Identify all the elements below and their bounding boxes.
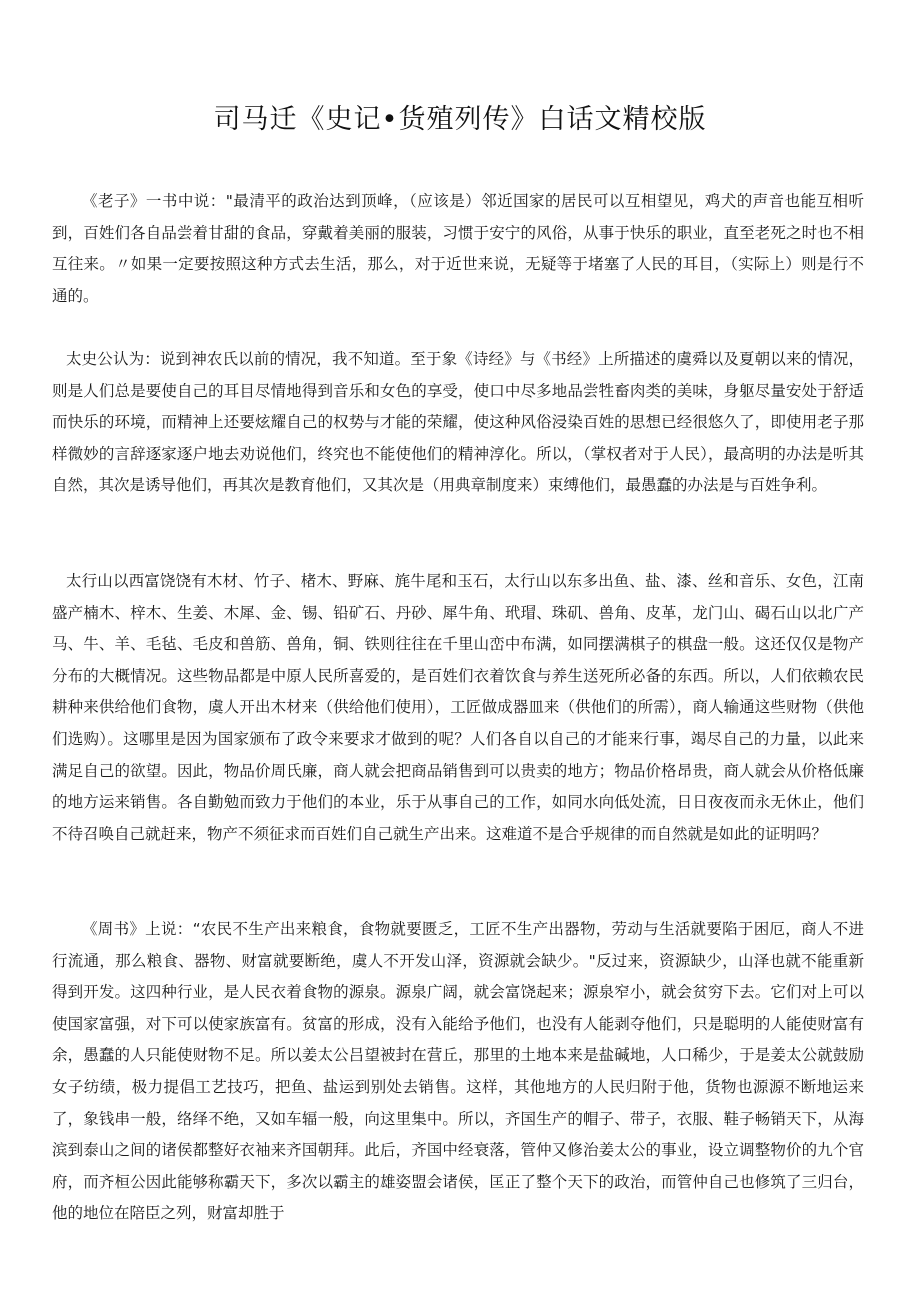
paragraph-laozi: 《老子》一书中说："最清平的政治达到顶峰，（应该是）邻近国家的居民可以互相望见，鸡犬的声音也能互相听到，百姓们各自品尝着甘甜的食品，穿戴着美丽的服装，习惯于安宁的风俗，从事于快乐的职业，直至老死之时也不相互往来。〃如果一定要按照这种方式去生活，那么，对于近世来说，无疑等于堵塞了人民的耳目，（实际上）则是行不通的。 [52, 192, 864, 305]
document-title: 司马迁《史记•货殖列传》白话文精校版 [213, 104, 707, 135]
paragraph-zhoushu: 《周书》上说：“农民不生产出来粮食，食物就要匮乏，工匠不生产出器物，劳动与生活就要陷于困厄，商人不进行流通，那么粮食、器物、财富就要断绝，虞人不开发山泽，资源就会缺少。"反过来，资源缺少，山泽也就不能重新得到开发。这四种行业，是人民衣着食物的源泉。源泉广阔，就会富饶起来；源泉窄小，就会贫穷下去。它们对上可以使国家富强，对下可以使家族富有。贫富的形成，没有入能给予他们，也没有人能剥夺他们，只是聪明的人能使财富有余，愚蠢的人只能使财物不足。所以姜太公吕望被封在营丘，那里的土地本来是盐碱地，人口稀少，于是姜太公就鼓励女子纺绩，极力提倡工艺技巧，把鱼、盐运到别处去销售。这样，其他地方的人民归附于他，货物也源源不断地运来了，象钱串一般，络绎不绝，又如车辐一般，向这里集中。所以，齐国生产的帽子、带子，衣服、鞋子畅销天下，从海滨到泰山之间的诸侯都整好衣袖来齐国朝拜。此后，齐国中经衰落，管仲又修治姜太公的事业，设立调整物价的九个官府，而齐桓公因此能够称霸天下，多次以霸主的雄姿盟会诸侯，匡正了整个天下的政治，而管仲自己也修筑了三归台，他的地位在陪臣之列，财富却胜于 [52, 920, 864, 1223]
paragraph-products: 太行山以西富饶饶有木材、竹子、楮木、野麻、旄牛尾和玉石，太行山以东多出鱼、盐、漆、丝和音乐、女色，江南盛产楠木、梓木、生姜、木犀、金、锡、铅矿石、丹砂、犀牛角、玳瑁、珠矶、兽角、皮革，龙门山、碣石山以北广产马、牛、羊、毛毡、毛皮和兽筋、兽角，铜、铁则往往在千里山峦中布满，如同摆满棋子的棋盘一般。这还仅仅是物产分布的大概情况。这些物品都是中原人民所喜爱的，是百姓们衣着饮食与养生送死所必备的东西。所以，人们依赖农民耕种来供给他们食物，虞人开出木材来（供给他们使用），工匠做成器皿来（供他们的所需），商人输通这些财物（供他们选购）。这哪里是因为国家颁布了政令来要求才做到的呢？人们各自以自己的才能来行事，竭尽自己的力量，以此来满足自己的欲望。因此，物品价周氏廉，商人就会把商品销售到可以贵卖的地方；物品价格昂贵，商人就会从价格低廉的地方运来销售。各自勤勉而致力于他们的本业，乐于从事自己的工作，如同水向低处流，日日夜夜而永无休止，他们不待召唤自己就赶来，物产不须征求而百姓们自己就生产出来。这难道不是合乎规律的而自然就是如此的证明吗？ [52, 572, 864, 843]
paragraph-taishigong: 太史公认为：说到神农氏以前的情况，我不知道。至于象《诗经》与《书经》上所描述的虞舜以及夏朝以来的情况，则是人们总是要使自己的耳目尽情地得到音乐和女色的享受，使口中尽多地品尝牲畜肉类的美味，身躯尽量安处于舒适而快乐的环境，而精神上还要炫耀自己的权势与才能的荣耀，使这种风俗浸染百姓的思想已经很悠久了，即使用老子那样微妙的言辞逐家逐户地去劝说他们，终究也不能使他们的精神淳化。所以，（掌权者对于人民），最高明的办法是听其自然，其次是诱导他们，再其次是教育他们，又其次是（用典章制度来）束缚他们，最愚蠢的办法是与百姓争利。 [52, 350, 864, 495]
